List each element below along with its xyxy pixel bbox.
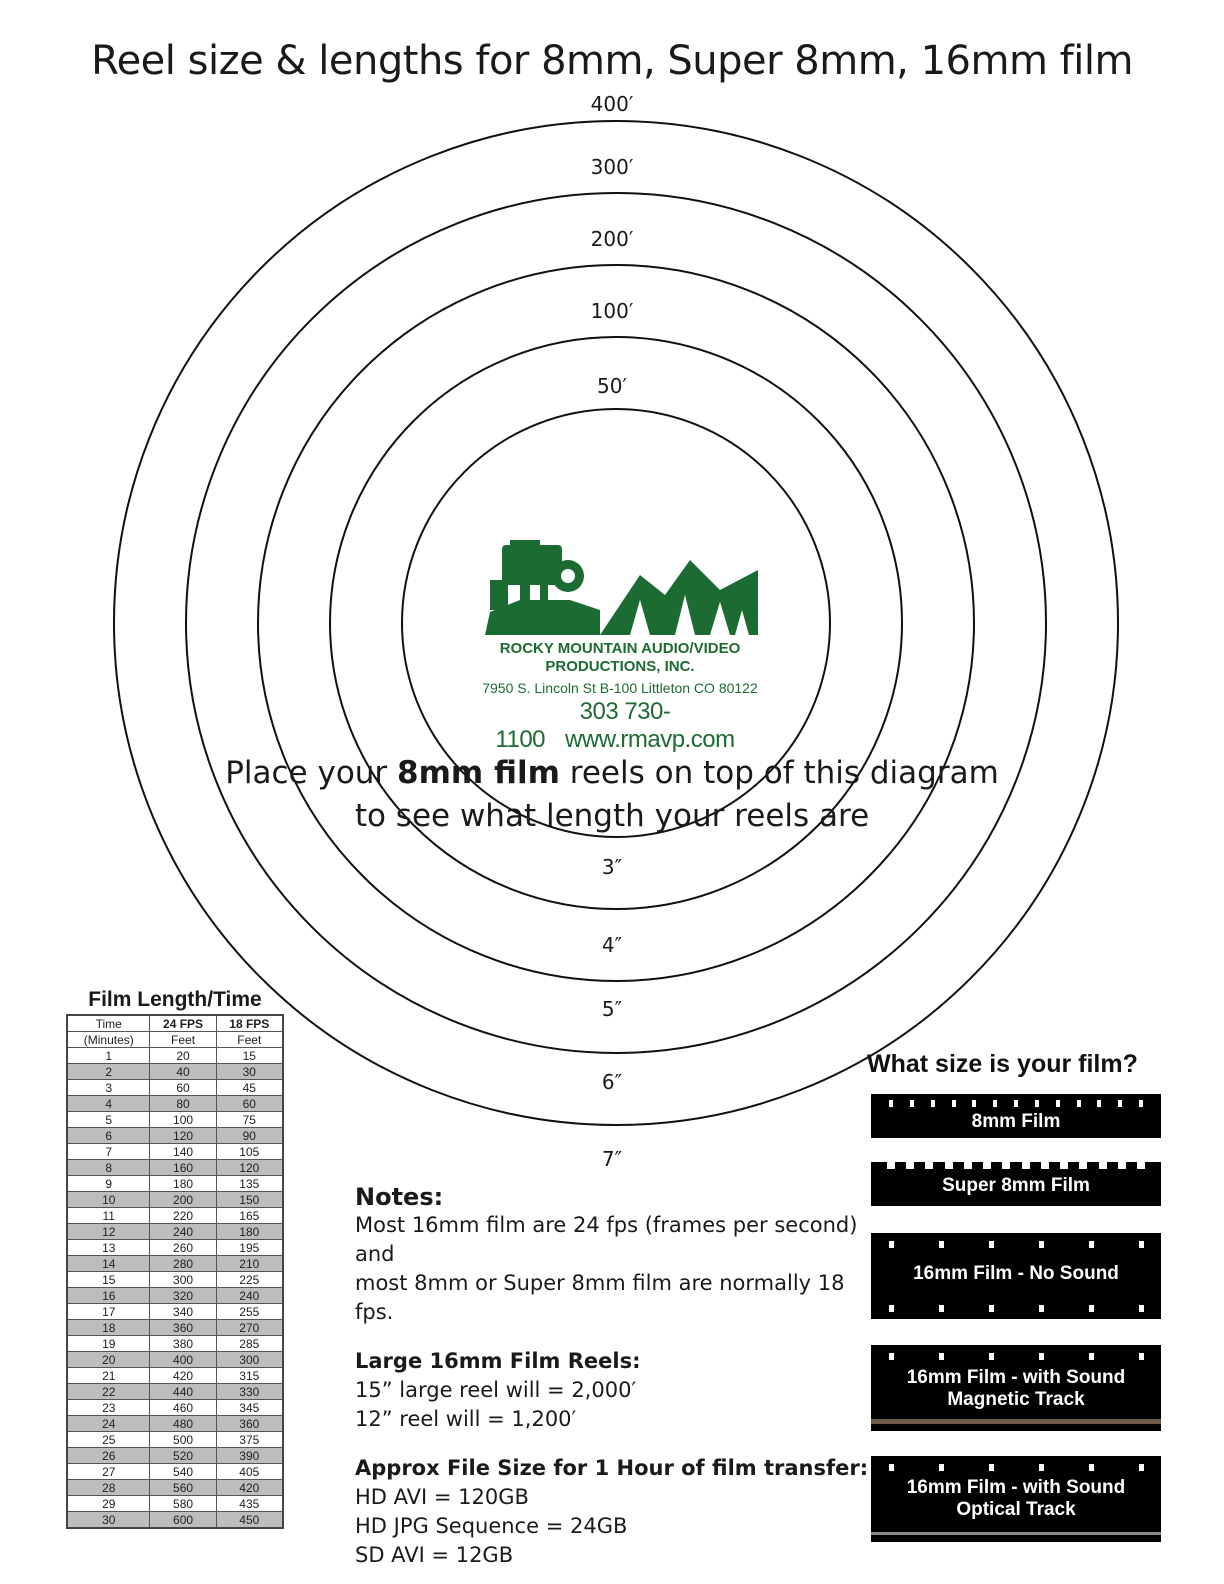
cell-feet-24fps: 560 — [150, 1480, 216, 1496]
filesize-hd-avi: HD AVI = 120GB — [355, 1485, 529, 1509]
cell-minutes: 6 — [67, 1128, 150, 1144]
cell-minutes: 14 — [67, 1256, 150, 1272]
table-row — [67, 1096, 283, 1112]
perforation-hole — [1014, 1100, 1018, 1107]
cell-feet-24fps: 380 — [150, 1336, 216, 1352]
cell-feet-24fps: 120 — [150, 1128, 216, 1144]
cell-feet-24fps: 160 — [150, 1160, 216, 1176]
notes-heading: Notes: — [355, 1183, 444, 1211]
cell-feet-24fps: 20 — [150, 1048, 216, 1064]
cell-feet-24fps: 80 — [150, 1096, 216, 1112]
cell-feet-18fps: 90 — [216, 1128, 283, 1144]
table-row — [67, 1176, 283, 1192]
cell-feet-24fps: 200 — [150, 1192, 216, 1208]
notes-section — [355, 1183, 875, 1570]
perforation-hole — [1097, 1100, 1101, 1107]
cell-minutes: 7 — [67, 1144, 150, 1160]
large-reels-heading: Large 16mm Film Reels: — [355, 1349, 641, 1373]
perforation-hole — [1060, 1162, 1068, 1169]
size-label-3in: 3″ — [601, 855, 623, 879]
header-18fps: 18 FPS — [216, 1015, 283, 1032]
length-label-200: 200′ — [590, 227, 634, 251]
subheader-minutes: (Minutes) — [67, 1032, 150, 1048]
perforation-hole — [989, 1464, 994, 1471]
cell-minutes: 1 — [67, 1048, 150, 1064]
cell-feet-24fps: 580 — [150, 1496, 216, 1512]
header-24fps: 24 FPS — [150, 1015, 216, 1032]
perforation-hole — [1056, 1100, 1060, 1107]
filesize-sd-avi: SD AVI = 12GB — [355, 1543, 514, 1567]
film-strip-8mm — [871, 1094, 1161, 1138]
table-row — [67, 1192, 283, 1208]
cell-feet-18fps: 60 — [216, 1096, 283, 1112]
table-row — [67, 1208, 283, 1224]
table-row — [67, 1336, 283, 1352]
table-row — [67, 1112, 283, 1128]
table-row — [67, 1464, 283, 1480]
cell-minutes: 21 — [67, 1368, 150, 1384]
cell-feet-18fps: 315 — [216, 1368, 283, 1384]
table-row — [67, 1128, 283, 1144]
length-label-400: 400′ — [590, 92, 634, 116]
cell-minutes: 24 — [67, 1416, 150, 1432]
perforation-hole — [1139, 1353, 1144, 1360]
perforation-hole — [1077, 1100, 1081, 1107]
perforation-hole — [989, 1353, 994, 1360]
cell-minutes: 22 — [67, 1384, 150, 1400]
cell-minutes: 5 — [67, 1112, 150, 1128]
table-row — [67, 1432, 283, 1448]
cell-feet-18fps: 285 — [216, 1336, 283, 1352]
perforation-hole — [983, 1162, 991, 1169]
film-length-table — [66, 1014, 284, 1529]
length-label-300: 300′ — [590, 155, 634, 179]
perforation-hole — [1139, 1305, 1144, 1312]
table-row — [67, 1416, 283, 1432]
large-reel-12: 12” reel will = 1,200′ — [355, 1407, 577, 1431]
cell-feet-18fps: 30 — [216, 1064, 283, 1080]
cell-feet-24fps: 520 — [150, 1448, 216, 1464]
cell-feet-24fps: 140 — [150, 1144, 216, 1160]
cell-feet-18fps: 15 — [216, 1048, 283, 1064]
perforation-hole — [964, 1162, 972, 1169]
cell-minutes: 26 — [67, 1448, 150, 1464]
perforation-hole — [1022, 1162, 1030, 1169]
company-logo — [470, 540, 770, 754]
film-strip-16mm-magnetic-label1: 16mm Film - with Sound — [906, 1367, 1126, 1388]
perforation-hole — [889, 1241, 894, 1248]
placement-line2: to see what length your reels are — [354, 798, 870, 834]
company-website: www.rmavp.com — [565, 726, 735, 753]
perforation-hole — [1041, 1162, 1049, 1169]
cell-minutes: 27 — [67, 1464, 150, 1480]
cell-feet-24fps: 300 — [150, 1272, 216, 1288]
perforation-hole — [1039, 1464, 1044, 1471]
cell-minutes: 10 — [67, 1192, 150, 1208]
placement-instructions — [0, 752, 1224, 838]
cell-feet-18fps: 210 — [216, 1256, 283, 1272]
cell-feet-18fps: 135 — [216, 1176, 283, 1192]
perforation-hole — [1139, 1464, 1144, 1471]
cell-feet-24fps: 280 — [150, 1256, 216, 1272]
cell-feet-18fps: 390 — [216, 1448, 283, 1464]
perforation-hole — [1002, 1162, 1010, 1169]
cell-feet-24fps: 240 — [150, 1224, 216, 1240]
cell-feet-24fps: 320 — [150, 1288, 216, 1304]
perforation-hole — [1089, 1464, 1094, 1471]
table-row — [67, 1448, 283, 1464]
cell-minutes: 29 — [67, 1496, 150, 1512]
page-title: Reel size & lengths for 8mm, Super 8mm, 16mm film — [91, 38, 1133, 84]
cell-feet-18fps: 405 — [216, 1464, 283, 1480]
company-name-line2: PRODUCTIONS, INC. — [545, 658, 695, 675]
perforation-hole — [952, 1100, 956, 1107]
placement-line1: Place your 8mm film reels on top of this diagram — [225, 755, 999, 791]
company-phone: 303 730-1100 — [495, 698, 671, 753]
table-row — [67, 1304, 283, 1320]
perforation-hole — [1039, 1305, 1044, 1312]
perforation-hole — [1039, 1353, 1044, 1360]
cell-feet-18fps: 120 — [216, 1160, 283, 1176]
cell-feet-24fps: 360 — [150, 1320, 216, 1336]
film-strip-16mm-magnetic-label2: Magnetic Track — [947, 1389, 1085, 1410]
subheader-feet-24: Feet — [150, 1032, 216, 1048]
cell-feet-24fps: 220 — [150, 1208, 216, 1224]
cell-minutes: 23 — [67, 1400, 150, 1416]
cell-feet-18fps: 270 — [216, 1320, 283, 1336]
cell-feet-18fps: 105 — [216, 1144, 283, 1160]
cell-feet-18fps: 375 — [216, 1432, 283, 1448]
perforation-hole — [939, 1353, 944, 1360]
perforation-hole — [1118, 1100, 1122, 1107]
cell-feet-24fps: 440 — [150, 1384, 216, 1400]
perforation-hole — [1118, 1162, 1126, 1169]
cell-feet-18fps: 45 — [216, 1080, 283, 1096]
table-row — [67, 1288, 283, 1304]
cell-feet-24fps: 420 — [150, 1368, 216, 1384]
cell-feet-18fps: 255 — [216, 1304, 283, 1320]
perforation-hole — [993, 1100, 997, 1107]
perforation-hole — [889, 1100, 893, 1107]
cell-feet-18fps: 225 — [216, 1272, 283, 1288]
table-row — [67, 1224, 283, 1240]
table-row — [67, 1048, 283, 1064]
film-type-emphasis: 8mm film — [397, 755, 560, 791]
cell-minutes: 9 — [67, 1176, 150, 1192]
table-row — [67, 1272, 283, 1288]
film-strip-super8-label: Super 8mm Film — [942, 1175, 1090, 1196]
large-reel-15: 15” large reel will = 2,000′ — [355, 1378, 637, 1402]
fps-note-line1: Most 16mm film are 24 fps (frames per second) and — [355, 1213, 858, 1266]
perforation-hole — [939, 1464, 944, 1471]
film-strip-8mm-label: 8mm Film — [971, 1111, 1061, 1132]
cell-minutes: 11 — [67, 1208, 150, 1224]
size-label-5in: 5″ — [601, 997, 623, 1021]
cell-feet-24fps: 400 — [150, 1352, 216, 1368]
cell-feet-18fps: 420 — [216, 1480, 283, 1496]
perforation-hole — [1139, 1241, 1144, 1248]
cell-minutes: 30 — [67, 1512, 150, 1529]
length-label-50: 50′ — [597, 374, 627, 398]
perforation-hole — [1035, 1100, 1039, 1107]
perforation-hole — [972, 1100, 976, 1107]
perforation-hole — [887, 1162, 895, 1169]
table-row — [67, 1496, 283, 1512]
cell-minutes: 20 — [67, 1352, 150, 1368]
cell-feet-24fps: 480 — [150, 1416, 216, 1432]
perforation-hole — [945, 1162, 953, 1169]
cell-minutes: 18 — [67, 1320, 150, 1336]
cell-minutes: 15 — [67, 1272, 150, 1288]
cell-minutes: 3 — [67, 1080, 150, 1096]
table-row — [67, 1368, 283, 1384]
table-row — [67, 1384, 283, 1400]
cell-feet-24fps: 60 — [150, 1080, 216, 1096]
table-row — [67, 1256, 283, 1272]
company-address: 7950 S. Lincoln St B-100 Littleton CO 80122 — [482, 680, 758, 696]
camera-mountains-icon — [480, 540, 760, 640]
table-row — [67, 1400, 283, 1416]
cell-feet-18fps: 75 — [216, 1112, 283, 1128]
size-label-6in: 6″ — [601, 1070, 623, 1094]
perforation-hole — [1079, 1162, 1087, 1169]
film-sizes-heading: What size is your film? — [867, 1050, 1138, 1078]
cell-feet-18fps: 435 — [216, 1496, 283, 1512]
perforation-hole — [939, 1241, 944, 1248]
size-label-4in: 4″ — [601, 933, 623, 957]
perforation-hole — [931, 1100, 935, 1107]
film-strip-16mm-optical — [871, 1456, 1161, 1542]
perforation-hole — [1089, 1353, 1094, 1360]
perforation-hole — [889, 1353, 894, 1360]
film-strip-16mm-no-sound-label: 16mm Film - No Sound — [913, 1263, 1119, 1284]
cell-minutes: 4 — [67, 1096, 150, 1112]
optical-track-stripe — [871, 1532, 1161, 1535]
table-row — [67, 1064, 283, 1080]
cell-feet-24fps: 40 — [150, 1064, 216, 1080]
cell-minutes: 25 — [67, 1432, 150, 1448]
cell-feet-18fps: 195 — [216, 1240, 283, 1256]
subheader-feet-18: Feet — [216, 1032, 283, 1048]
perforation-hole — [889, 1305, 894, 1312]
perforation-hole — [910, 1100, 914, 1107]
magnetic-track-stripe — [871, 1419, 1161, 1424]
cell-feet-18fps: 300 — [216, 1352, 283, 1368]
perforation-hole — [906, 1162, 914, 1169]
film-table-title: Film Length/Time — [88, 988, 262, 1011]
cell-minutes: 2 — [67, 1064, 150, 1080]
perforation-hole — [925, 1162, 933, 1169]
cell-feet-24fps: 100 — [150, 1112, 216, 1128]
perforation-hole — [939, 1305, 944, 1312]
table-row — [67, 1240, 283, 1256]
cell-minutes: 12 — [67, 1224, 150, 1240]
perforation-hole — [889, 1464, 894, 1471]
table-row — [67, 1512, 283, 1529]
perforation-hole — [1089, 1305, 1094, 1312]
cell-feet-18fps: 345 — [216, 1400, 283, 1416]
perforation-hole — [1039, 1241, 1044, 1248]
filesize-heading: Approx File Size for 1 Hour of film transfer: — [355, 1456, 869, 1480]
cell-minutes: 8 — [67, 1160, 150, 1176]
table-row — [67, 1352, 283, 1368]
cell-feet-18fps: 330 — [216, 1384, 283, 1400]
company-name-line1: ROCKY MOUNTAIN AUDIO/VIDEO — [499, 640, 741, 657]
fps-note-line2: most 8mm or Super 8mm film are normally 18 fps. — [355, 1271, 845, 1324]
header-time: Time — [67, 1015, 150, 1032]
film-strip-16mm-no-sound — [871, 1233, 1161, 1319]
perforation-hole — [989, 1241, 994, 1248]
cell-minutes: 13 — [67, 1240, 150, 1256]
perforation-hole — [1139, 1100, 1143, 1107]
cell-feet-24fps: 460 — [150, 1400, 216, 1416]
cell-minutes: 16 — [67, 1288, 150, 1304]
cell-feet-24fps: 260 — [150, 1240, 216, 1256]
table-row — [67, 1480, 283, 1496]
cell-feet-18fps: 150 — [216, 1192, 283, 1208]
cell-feet-18fps: 360 — [216, 1416, 283, 1432]
cell-feet-18fps: 450 — [216, 1512, 283, 1529]
cell-feet-18fps: 165 — [216, 1208, 283, 1224]
cell-feet-24fps: 340 — [150, 1304, 216, 1320]
cell-feet-24fps: 540 — [150, 1464, 216, 1480]
cell-feet-24fps: 500 — [150, 1432, 216, 1448]
cell-feet-24fps: 180 — [150, 1176, 216, 1192]
perforation-hole — [1089, 1241, 1094, 1248]
cell-minutes: 17 — [67, 1304, 150, 1320]
film-strip-super8 — [871, 1162, 1161, 1206]
company-contact — [470, 698, 770, 754]
cell-feet-24fps: 600 — [150, 1512, 216, 1529]
cell-minutes: 19 — [67, 1336, 150, 1352]
cell-feet-18fps: 180 — [216, 1224, 283, 1240]
length-label-100: 100′ — [590, 299, 634, 323]
film-strip-16mm-optical-label1: 16mm Film - with Sound — [906, 1477, 1126, 1498]
table-row — [67, 1144, 283, 1160]
table-row — [67, 1160, 283, 1176]
perforation-hole — [1137, 1162, 1145, 1169]
size-label-7in: 7″ — [601, 1147, 623, 1171]
cell-minutes: 28 — [67, 1480, 150, 1496]
perforation-hole — [989, 1305, 994, 1312]
table-row — [67, 1080, 283, 1096]
perforation-hole — [1099, 1162, 1107, 1169]
film-strip-16mm-magnetic — [871, 1345, 1161, 1431]
table-row — [67, 1320, 283, 1336]
filesize-hd-jpg: HD JPG Sequence = 24GB — [355, 1514, 628, 1538]
cell-feet-18fps: 240 — [216, 1288, 283, 1304]
film-strip-16mm-optical-label2: Optical Track — [956, 1499, 1076, 1520]
